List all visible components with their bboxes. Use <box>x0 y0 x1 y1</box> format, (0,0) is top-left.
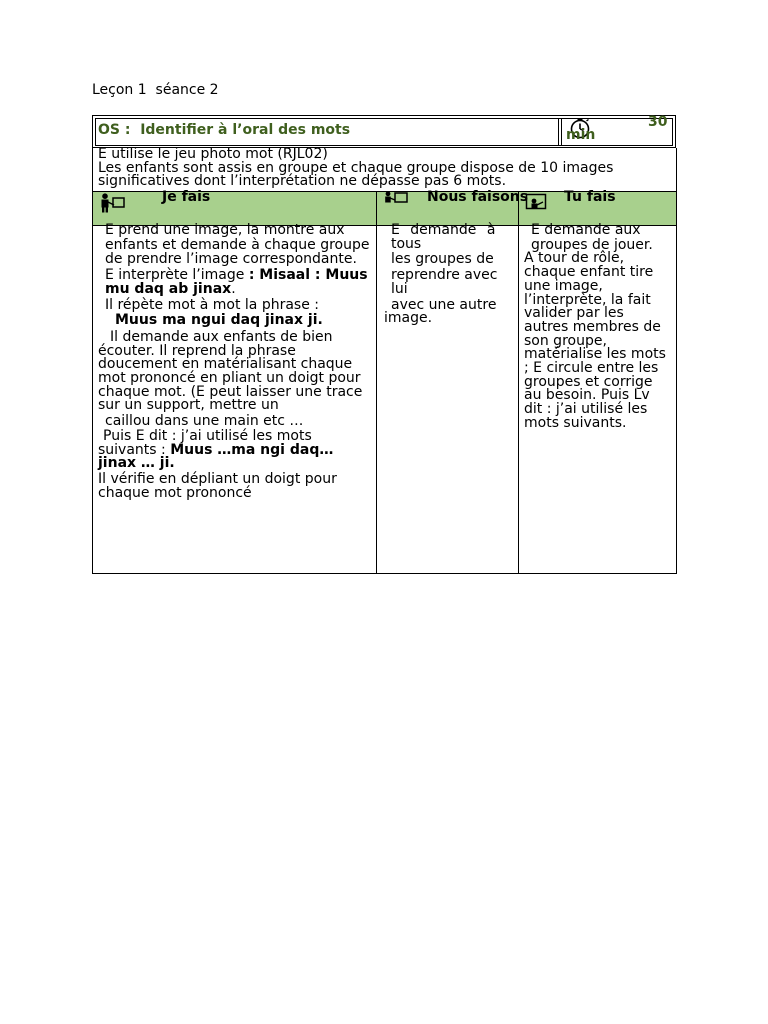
objective-divider <box>558 118 559 146</box>
je-fais-p2: enfants et demande à chaque groupe <box>105 236 370 253</box>
column-header-tu-fais: Tu fais <box>564 189 616 205</box>
je-fais-p7-text: Il demande aux enfants de bien écouter. Il reprend la phrase doucement en matérialisant chaque mot prononcé en pliant un doigt pour chaque mot. (E peut laisser une trace sur un support, mettre un <box>98 328 363 414</box>
body-divider-2 <box>518 224 519 574</box>
je-fais-p7 <box>98 328 372 414</box>
nous-faisons-p4 <box>384 296 514 327</box>
je-fais-p9-bold: Muus …ma ngi daq… jinax … ji. <box>98 441 334 472</box>
lesson-heading: Leçon 1 séance 2 <box>92 82 219 98</box>
nous-faisons-p2: les groupes de <box>391 251 494 268</box>
je-fais-content <box>98 224 372 500</box>
intro-text <box>98 148 674 189</box>
tu-fais-p2: groupes de jouer. <box>531 236 653 253</box>
body-divider-1 <box>376 224 377 574</box>
nous-faisons-content <box>384 224 514 326</box>
je-fais-p4-end: . <box>231 280 236 297</box>
tu-fais-p3: A tour de rôle, chaque enfant tire une image, l’interprète, la fait valider par les autres membres de son groupe, matérialise les mots ; E circule entre les groupes et corrige au besoin. Puis Lv dit : j’ai utilisé les mots suivants. <box>524 250 666 431</box>
header-divider-1 <box>376 191 377 226</box>
je-fais-p9 <box>98 427 372 472</box>
nous-faisons-p3: reprendre avec lui <box>391 267 498 297</box>
je-fais-p4-bold: : Misaal : Muus mu daq ab jinax <box>105 267 368 297</box>
je-fais-p8: caillou dans une main etc … <box>105 413 304 430</box>
column-header-je-fais: Je fais <box>162 189 211 205</box>
tu-fais-p1: E demande aux <box>531 222 641 238</box>
duration-unit: min <box>566 127 596 143</box>
teacher-with-group-icon <box>384 191 412 211</box>
column-header-nous-faisons: Nous faisons <box>427 189 529 205</box>
je-fais-p4-text: E interprète l’image <box>105 267 249 284</box>
intro-line-2: Les enfants sont assis en groupe et chaque groupe dispose de 10 images significatives dont l’interprétation ne dépasse pas 6 mots. <box>98 159 614 190</box>
je-fais-p3: de prendre l’image correspondante. <box>105 251 357 268</box>
teacher-demonstrating-icon <box>100 193 128 213</box>
nous-faisons-p4-text: avec une autre image. <box>384 296 497 327</box>
je-fais-p6: Muus ma ngui daq jinax ji. <box>115 312 323 329</box>
je-fais-p9-text: Puis E dit : j’ai utilisé les mots suivants : <box>98 427 312 458</box>
tu-fais-content <box>524 224 672 431</box>
je-fais-p1: E prend une image, la montre aux <box>105 222 345 238</box>
objective-text: OS : Identifier à l’oral des mots <box>98 122 351 138</box>
intro-line-1: E utilise le jeu photo mot (RJL02) <box>98 146 328 162</box>
je-fais-p5: Il répète mot à mot la phrase : <box>105 296 319 313</box>
objective-divider-2 <box>561 118 562 146</box>
duration-value: 30 <box>648 114 668 130</box>
je-fais-p10: Il vérifie en dépliant un doigt pour chaque mot prononcé <box>98 470 337 501</box>
nous-faisons-p1: E demande à tous <box>391 222 496 252</box>
student-working-icon <box>525 193 551 213</box>
je-fais-p4 <box>98 269 372 296</box>
